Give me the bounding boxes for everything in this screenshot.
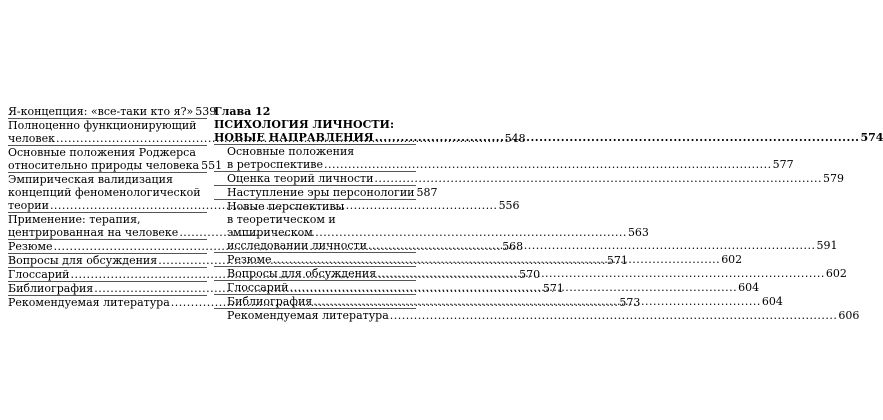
entry-page-number: 606 <box>838 309 860 322</box>
entry-title-line: Глоссарий <box>8 268 70 281</box>
entry-page-number: 602 <box>825 267 847 280</box>
entry-page-number: 539 <box>195 105 217 118</box>
chapter-page-number: 574 <box>860 131 883 144</box>
entry-title-line: Основные положения <box>227 145 355 158</box>
entry-row <box>227 172 845 185</box>
entry-page-number: 571 <box>542 282 564 295</box>
entry-page-number: 591 <box>816 239 838 252</box>
leader-dots <box>377 267 825 280</box>
entry-title-line: Наступление эры персонологии <box>227 186 415 199</box>
entry-page-number: 568 <box>502 240 524 253</box>
chapter-label: Глава 12 <box>214 105 271 118</box>
entry-title-line: Применение: терапия, <box>8 213 141 226</box>
entry-row <box>8 105 217 118</box>
entry-title-line: Глоссарий <box>227 281 289 294</box>
entry-title-line: центрированная на человеке <box>8 226 179 239</box>
entry-page-number: 563 <box>627 226 649 239</box>
entry-title-line: концепций феноменологической <box>8 186 201 199</box>
entry-title-line: Вопросы для обсуждения <box>227 267 377 280</box>
entry-title-line: Рекомендуемая литература <box>8 296 170 309</box>
entry-title-line: относительно природы человека <box>8 159 200 172</box>
entry-row <box>227 309 860 322</box>
entry-title-line: Полноценно функционирующий <box>8 119 197 132</box>
entry-title-line: Библиография <box>227 295 313 308</box>
entry-title-line: Резюме <box>8 240 53 253</box>
leader-dots <box>375 131 860 144</box>
entry-page-number: 579 <box>823 172 845 185</box>
entry-title-line: Основные положения Роджерса <box>8 146 196 159</box>
toc-entry <box>8 105 217 119</box>
entry-page-number: 570 <box>519 268 541 281</box>
entry-page-number: 556 <box>498 199 520 212</box>
entry-title-line: в теоретическом и эмпирическом <box>227 213 336 239</box>
entry-title-line: Я-концепция: «все-таки кто я?» <box>8 105 194 118</box>
entry-title-line: исследовании личности <box>227 239 367 252</box>
toc-entry <box>214 145 794 172</box>
toc-entry <box>214 309 860 322</box>
entry-page-number: 577 <box>772 158 794 171</box>
leader-dots <box>273 253 721 266</box>
entry-page-number: 548 <box>504 132 526 145</box>
entry-page-number: 551 <box>201 159 223 172</box>
entry-row <box>8 159 223 172</box>
entry-title-line: человек <box>8 132 55 145</box>
leader-dots <box>324 158 772 171</box>
entry-title-line: Оценка теорий личности <box>227 172 374 185</box>
entry-page-number: 604 <box>761 295 783 308</box>
entry-page-number: 587 <box>416 186 438 199</box>
entry-title-line: Библиография <box>8 282 94 295</box>
entry-page-number: 571 <box>606 254 628 267</box>
entry-page-number: 602 <box>721 253 743 266</box>
entry-title-line: теории <box>8 199 49 212</box>
entry-row <box>227 158 794 171</box>
leader-dots <box>374 172 822 185</box>
entry-title-line: Рекомендуемая литература <box>227 309 389 322</box>
entry-row <box>227 186 438 199</box>
leader-dots <box>313 295 761 308</box>
leader-dots <box>368 239 816 252</box>
toc-entry <box>8 146 223 173</box>
entry-page-number: 573 <box>619 296 641 309</box>
chapter-title-line1: ПСИХОЛОГИЯ ЛИЧНОСТИ: <box>214 118 395 131</box>
entry-page-number: 604 <box>738 281 760 294</box>
toc-entry <box>214 172 845 186</box>
entry-title-line: Новые перспективы <box>227 200 345 213</box>
entry-title-line: Вопросы для обсуждения <box>8 254 158 267</box>
leader-dots <box>390 309 838 322</box>
entry-title-line: в ретроспективе <box>227 158 323 171</box>
toc-entry <box>214 186 438 200</box>
leader-dots <box>289 281 737 294</box>
entry-title-line: Эмпирическая валидизация <box>8 173 173 186</box>
entry-title-line: Резюме <box>227 253 272 266</box>
chapter-title-line2: НОВЫЕ НАПРАВЛЕНИЯ <box>214 131 374 144</box>
